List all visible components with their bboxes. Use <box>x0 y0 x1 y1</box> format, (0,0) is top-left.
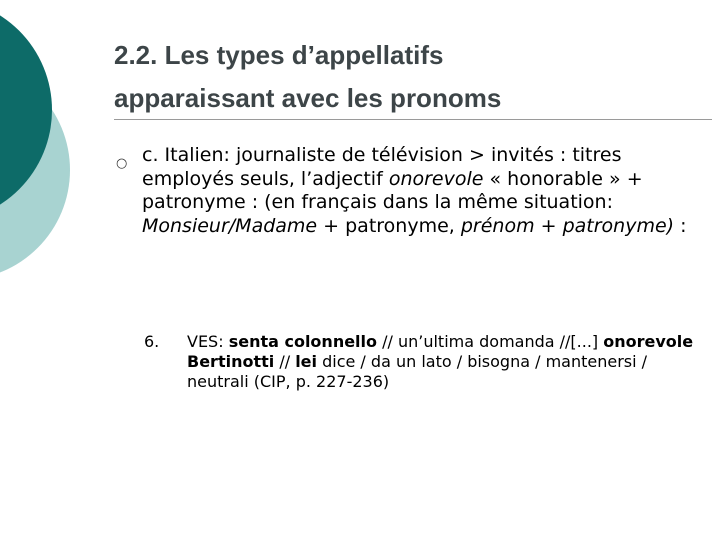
bullet-text-run: : <box>674 214 687 237</box>
example-paragraph <box>187 332 697 392</box>
bullet-text-run-italic: prénom + patronyme) <box>460 214 675 237</box>
bullet-paragraph <box>142 144 702 238</box>
title-divider <box>114 119 712 120</box>
bullet-text-run: c. Italien: journaliste de télévision > invités : titres employés seuls, l’adjectif <box>142 144 622 190</box>
title-line-2: apparaissant avec les pronoms <box>114 83 502 113</box>
bullet-text-run-italic: Monsieur/Madame <box>142 214 318 237</box>
bullet-text-run: « honorable » + patronyme : (en français dans la même situation: <box>142 167 643 213</box>
example-number: 6. <box>144 332 160 351</box>
example-text-run: // <box>274 352 296 371</box>
decorative-circles <box>0 0 130 300</box>
bullet-text-run-italic: onorevole <box>388 167 484 190</box>
bullet-text-run: + patronyme, <box>317 214 461 237</box>
example-text-run: VES: <box>187 332 229 351</box>
example-text-run-bold: senta colonnello <box>228 332 378 351</box>
example-text-run: // un’ultima domanda //[...] <box>377 332 604 351</box>
example-text-run-bold: lei <box>295 352 318 371</box>
example-text-run-bold: onorevole Bertinotti <box>187 332 694 371</box>
hollow-circle-bullet-icon: ○ <box>116 156 128 171</box>
title-line-1: 2.2. Les types d’appellatifs <box>114 40 444 70</box>
slide-title <box>114 34 694 120</box>
example-text-run: dice / da un lato / bisogna / mantenersi / neutrali (CIP, p. 227-236) <box>187 352 648 391</box>
